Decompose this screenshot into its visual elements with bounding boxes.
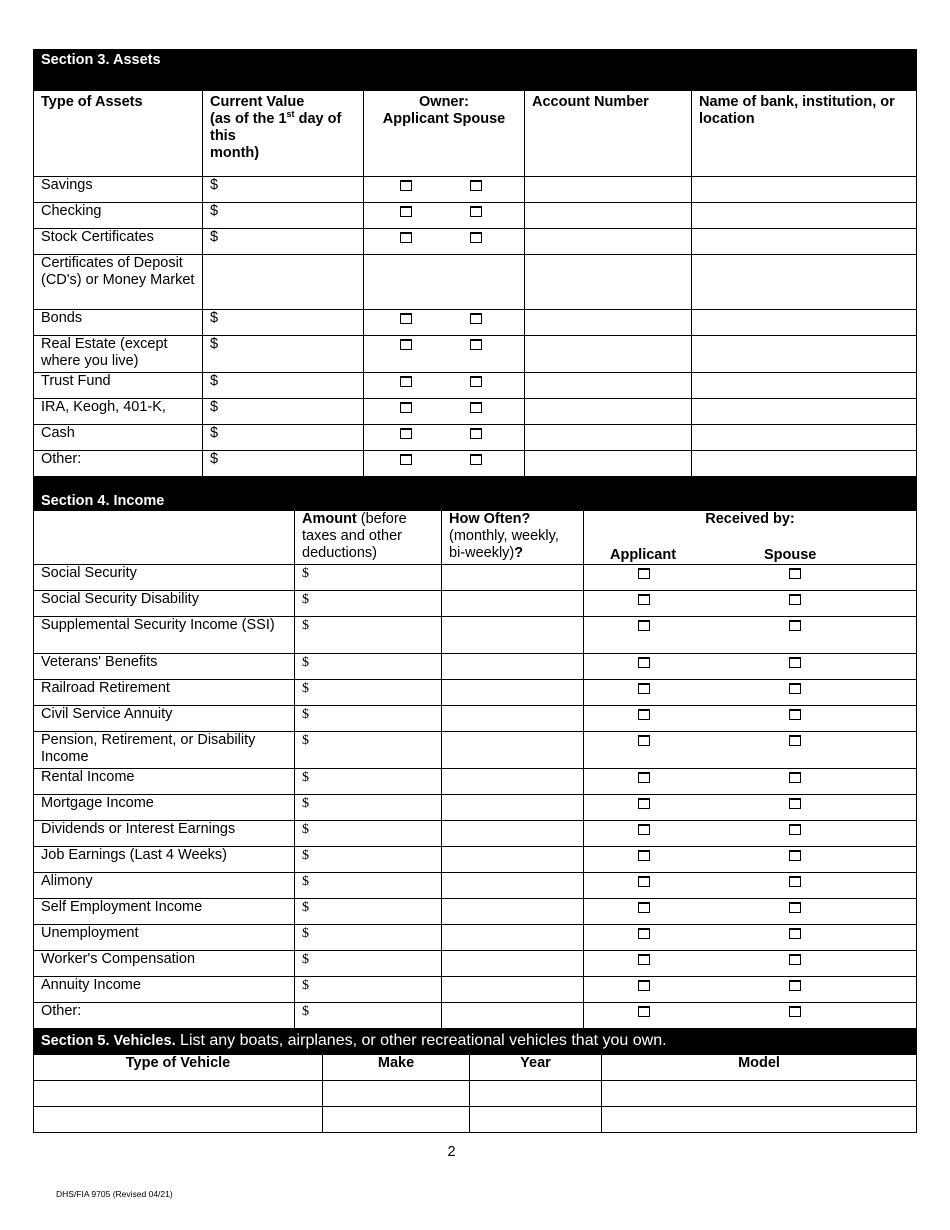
how-often-input[interactable] [442, 1002, 584, 1028]
applicant-checkbox[interactable] [400, 180, 412, 191]
how-often-input[interactable] [442, 616, 584, 653]
spouse-checkbox[interactable] [789, 850, 801, 861]
received-by-cell [584, 731, 917, 768]
owner-cell [364, 425, 525, 451]
spouse-checkbox[interactable] [789, 594, 801, 605]
applicant-checkbox[interactable] [638, 876, 650, 887]
income-type-label: Railroad Retirement [34, 679, 295, 705]
received-by-cell [584, 820, 917, 846]
spouse-checkbox[interactable] [470, 339, 482, 350]
income-amount-input[interactable]: $ [295, 705, 442, 731]
account-number-input[interactable] [525, 255, 692, 310]
income-type-label: Supplemental Security Income (SSI) [34, 616, 295, 653]
income-type-label: Rental Income [34, 768, 295, 794]
spouse-checkbox[interactable] [789, 683, 801, 694]
received-by-cell [584, 976, 917, 1002]
account-number-header: Account Number [525, 91, 692, 177]
income-row [34, 705, 917, 731]
how-often-header: How Often? (monthly, weekly, bi-weekly)? [442, 510, 584, 564]
applicant-checkbox[interactable] [400, 313, 412, 324]
income-amount-input[interactable]: $ [295, 768, 442, 794]
income-row [34, 820, 917, 846]
asset-type-label: Savings [34, 177, 203, 203]
current-value-input[interactable]: $ [203, 425, 364, 451]
spouse-checkbox[interactable] [789, 928, 801, 939]
income-row [34, 898, 917, 924]
applicant-checkbox[interactable] [400, 376, 412, 387]
income-amount-input[interactable]: $ [295, 679, 442, 705]
asset-row [34, 336, 917, 373]
asset-type-label: Certificates of Deposit (CD's) or Money Market [34, 255, 203, 310]
income-type-label: Alimony [34, 872, 295, 898]
bank-name-input[interactable] [692, 310, 917, 336]
income-blank-header [34, 510, 295, 564]
account-number-input[interactable] [525, 177, 692, 203]
account-number-input[interactable] [525, 451, 692, 477]
how-often-input[interactable] [442, 653, 584, 679]
vehicle-model-input[interactable] [602, 1107, 917, 1133]
received-by-cell [584, 616, 917, 653]
how-often-input[interactable] [442, 768, 584, 794]
spouse-checkbox[interactable] [470, 313, 482, 324]
vehicle-type-input[interactable] [34, 1081, 323, 1107]
bank-name-input[interactable] [692, 451, 917, 477]
type-of-vehicle-header: Type of Vehicle [34, 1055, 323, 1081]
amount-header: Amount (before taxes and other deductions) [295, 510, 442, 564]
applicant-checkbox[interactable] [638, 709, 650, 720]
income-table [33, 477, 917, 1029]
bank-name-input[interactable] [692, 336, 917, 373]
asset-type-label: Cash [34, 425, 203, 451]
owner-cell [364, 177, 525, 203]
vehicle-year-input[interactable] [470, 1107, 602, 1133]
current-value-header: Current Value (as of the 1st day of this month) [203, 91, 364, 177]
income-row [34, 679, 917, 705]
applicant-checkbox[interactable] [400, 232, 412, 243]
owner-cell [364, 451, 525, 477]
spouse-checkbox[interactable] [470, 180, 482, 191]
received-by-cell [584, 705, 917, 731]
applicant-checkbox[interactable] [638, 954, 650, 965]
spouse-checkbox[interactable] [789, 980, 801, 991]
received-by-cell [584, 950, 917, 976]
spouse-checkbox[interactable] [789, 1006, 801, 1017]
spouse-checkbox[interactable] [470, 206, 482, 217]
asset-row [34, 310, 917, 336]
asset-type-label: Checking [34, 203, 203, 229]
income-amount-input[interactable]: $ [295, 924, 442, 950]
applicant-checkbox[interactable] [638, 824, 650, 835]
income-row [34, 653, 917, 679]
received-by-cell [584, 768, 917, 794]
vehicles-table [33, 1029, 917, 1134]
current-value-input[interactable]: $ [203, 399, 364, 425]
income-row [34, 976, 917, 1002]
applicant-checkbox[interactable] [400, 206, 412, 217]
how-often-input[interactable] [442, 679, 584, 705]
received-by-cell [584, 898, 917, 924]
income-amount-input[interactable]: $ [295, 950, 442, 976]
income-row [34, 768, 917, 794]
account-number-input[interactable] [525, 336, 692, 373]
how-often-input[interactable] [442, 846, 584, 872]
spouse-checkbox[interactable] [789, 709, 801, 720]
spouse-checkbox[interactable] [789, 772, 801, 783]
income-row [34, 616, 917, 653]
applicant-checkbox[interactable] [638, 1006, 650, 1017]
income-row [34, 1002, 917, 1028]
received-by-cell [584, 924, 917, 950]
asset-type-label: Other: [34, 451, 203, 477]
income-type-label: Self Employment Income [34, 898, 295, 924]
applicant-checkbox[interactable] [638, 657, 650, 668]
bank-name-input[interactable] [692, 203, 917, 229]
applicant-checkbox[interactable] [400, 428, 412, 439]
asset-type-label: IRA, Keogh, 401-K, [34, 399, 203, 425]
spouse-checkbox[interactable] [789, 902, 801, 913]
spouse-checkbox[interactable] [789, 824, 801, 835]
spouse-checkbox[interactable] [470, 428, 482, 439]
owner-cell [364, 373, 525, 399]
income-amount-input[interactable]: $ [295, 616, 442, 653]
income-row [34, 872, 917, 898]
form-footer: DHS/FIA 9705 (Revised 04/21) [56, 1189, 173, 1199]
income-type-label: Unemployment [34, 924, 295, 950]
how-often-input[interactable] [442, 924, 584, 950]
asset-type-label: Stock Certificates [34, 229, 203, 255]
how-often-input[interactable] [442, 820, 584, 846]
income-row [34, 950, 917, 976]
applicant-checkbox[interactable] [400, 339, 412, 350]
bank-name-input[interactable] [692, 373, 917, 399]
bank-name-input[interactable] [692, 399, 917, 425]
income-amount-input[interactable]: $ [295, 564, 442, 590]
asset-row [34, 399, 917, 425]
spouse-checkbox[interactable] [470, 232, 482, 243]
asset-row [34, 177, 917, 203]
asset-row [34, 425, 917, 451]
section-4-header: Section 4. Income [34, 477, 917, 510]
type-of-assets-header: Type of Assets [34, 91, 203, 177]
section-3-header: Section 3. Assets [34, 50, 917, 91]
bank-name-input[interactable] [692, 255, 917, 310]
income-type-label: Worker's Compensation [34, 950, 295, 976]
applicant-checkbox[interactable] [638, 568, 650, 579]
current-value-input[interactable]: $ [203, 451, 364, 477]
received-by-cell [584, 679, 917, 705]
applicant-checkbox[interactable] [638, 735, 650, 746]
applicant-checkbox[interactable] [400, 402, 412, 413]
spouse-checkbox[interactable] [789, 798, 801, 809]
income-type-label: Social Security Disability [34, 590, 295, 616]
income-amount-input[interactable]: $ [295, 872, 442, 898]
bank-name-input[interactable] [692, 425, 917, 451]
received-by-cell [584, 1002, 917, 1028]
income-amount-input[interactable]: $ [295, 976, 442, 1002]
account-number-input[interactable] [525, 425, 692, 451]
income-row [34, 590, 917, 616]
form [33, 49, 916, 1133]
current-value-input[interactable] [203, 255, 364, 310]
asset-row [34, 255, 917, 310]
bank-name-header: Name of bank, institution, or location [692, 91, 917, 177]
received-by-cell [584, 653, 917, 679]
applicant-checkbox[interactable] [638, 980, 650, 991]
applicant-checkbox[interactable] [638, 798, 650, 809]
account-number-input[interactable] [525, 310, 692, 336]
how-often-input[interactable] [442, 950, 584, 976]
asset-type-label: Bonds [34, 310, 203, 336]
applicant-checkbox[interactable] [638, 772, 650, 783]
income-type-label: Civil Service Annuity [34, 705, 295, 731]
vehicle-model-input[interactable] [602, 1081, 917, 1107]
asset-type-label: Trust Fund [34, 373, 203, 399]
income-type-label: Other: [34, 1002, 295, 1028]
year-header: Year [470, 1055, 602, 1081]
owner-cell [364, 336, 525, 373]
income-amount-input[interactable]: $ [295, 653, 442, 679]
make-header: Make [323, 1055, 470, 1081]
income-type-label: Dividends or Interest Earnings [34, 820, 295, 846]
spouse-checkbox[interactable] [789, 568, 801, 579]
spouse-checkbox[interactable] [789, 657, 801, 668]
income-amount-input[interactable]: $ [295, 590, 442, 616]
received-by-cell [584, 590, 917, 616]
asset-row [34, 451, 917, 477]
income-row [34, 564, 917, 590]
spouse-checkbox[interactable] [470, 376, 482, 387]
income-amount-input[interactable]: $ [295, 846, 442, 872]
income-amount-input[interactable]: $ [295, 1002, 442, 1028]
income-row [34, 924, 917, 950]
owner-cell [364, 229, 525, 255]
owner-cell [364, 203, 525, 229]
income-amount-input[interactable]: $ [295, 794, 442, 820]
owner-cell [364, 310, 525, 336]
account-number-input[interactable] [525, 399, 692, 425]
owner-cell [364, 255, 525, 310]
asset-row [34, 229, 917, 255]
spouse-checkbox[interactable] [789, 876, 801, 887]
income-type-label: Annuity Income [34, 976, 295, 1002]
income-amount-input[interactable]: $ [295, 731, 442, 768]
received-by-header: Received by: Applicant Spouse [584, 510, 917, 564]
applicant-checkbox[interactable] [400, 454, 412, 465]
received-by-cell [584, 872, 917, 898]
owner-cell [364, 399, 525, 425]
applicant-checkbox[interactable] [638, 683, 650, 694]
asset-type-label: Real Estate (except where you live) [34, 336, 203, 373]
vehicle-make-input[interactable] [323, 1107, 470, 1133]
how-often-input[interactable] [442, 731, 584, 768]
spouse-checkbox[interactable] [789, 954, 801, 965]
model-header: Model [602, 1055, 917, 1081]
account-number-input[interactable] [525, 229, 692, 255]
received-by-cell [584, 794, 917, 820]
assets-table [33, 49, 917, 477]
applicant-checkbox[interactable] [638, 594, 650, 605]
current-value-input[interactable]: $ [203, 229, 364, 255]
spouse-checkbox[interactable] [789, 620, 801, 631]
how-often-input[interactable] [442, 564, 584, 590]
received-by-cell [584, 846, 917, 872]
spouse-checkbox[interactable] [470, 454, 482, 465]
spouse-checkbox[interactable] [470, 402, 482, 413]
spouse-header: Spouse [764, 546, 817, 563]
bank-name-input[interactable] [692, 229, 917, 255]
income-type-label: Job Earnings (Last 4 Weeks) [34, 846, 295, 872]
current-value-input[interactable]: $ [203, 203, 364, 229]
received-by-cell [584, 564, 917, 590]
current-value-input[interactable]: $ [203, 336, 364, 373]
how-often-input[interactable] [442, 794, 584, 820]
income-row [34, 846, 917, 872]
vehicle-make-input[interactable] [323, 1081, 470, 1107]
account-number-input[interactable] [525, 203, 692, 229]
applicant-checkbox[interactable] [638, 928, 650, 939]
income-type-label: Social Security [34, 564, 295, 590]
income-row [34, 794, 917, 820]
income-amount-input[interactable]: $ [295, 898, 442, 924]
income-type-label: Veterans' Benefits [34, 653, 295, 679]
how-often-input[interactable] [442, 872, 584, 898]
applicant-header: Applicant [610, 546, 677, 563]
page-number: 2 [447, 1144, 456, 1160]
vehicle-year-input[interactable] [470, 1081, 602, 1107]
income-row [34, 731, 917, 768]
applicant-checkbox[interactable] [638, 850, 650, 861]
applicant-checkbox[interactable] [638, 902, 650, 913]
current-value-input[interactable]: $ [203, 177, 364, 203]
income-amount-input[interactable]: $ [295, 820, 442, 846]
bank-name-input[interactable] [692, 177, 917, 203]
how-often-input[interactable] [442, 976, 584, 1002]
section-5-header: Section 5. Vehicles. List any boats, airplanes, or other recreational vehicles that you own. [34, 1029, 917, 1055]
account-number-input[interactable] [525, 373, 692, 399]
how-often-input[interactable] [442, 898, 584, 924]
how-often-input[interactable] [442, 705, 584, 731]
income-type-label: Mortgage Income [34, 794, 295, 820]
vehicle-type-input[interactable] [34, 1107, 323, 1133]
income-type-label: Pension, Retirement, or Disability Income [34, 731, 295, 768]
current-value-input[interactable]: $ [203, 310, 364, 336]
asset-row [34, 373, 917, 399]
applicant-checkbox[interactable] [638, 620, 650, 631]
owner-header: Owner: Applicant Spouse [364, 91, 525, 177]
spouse-checkbox[interactable] [789, 735, 801, 746]
how-often-input[interactable] [442, 590, 584, 616]
current-value-input[interactable]: $ [203, 373, 364, 399]
asset-row [34, 203, 917, 229]
